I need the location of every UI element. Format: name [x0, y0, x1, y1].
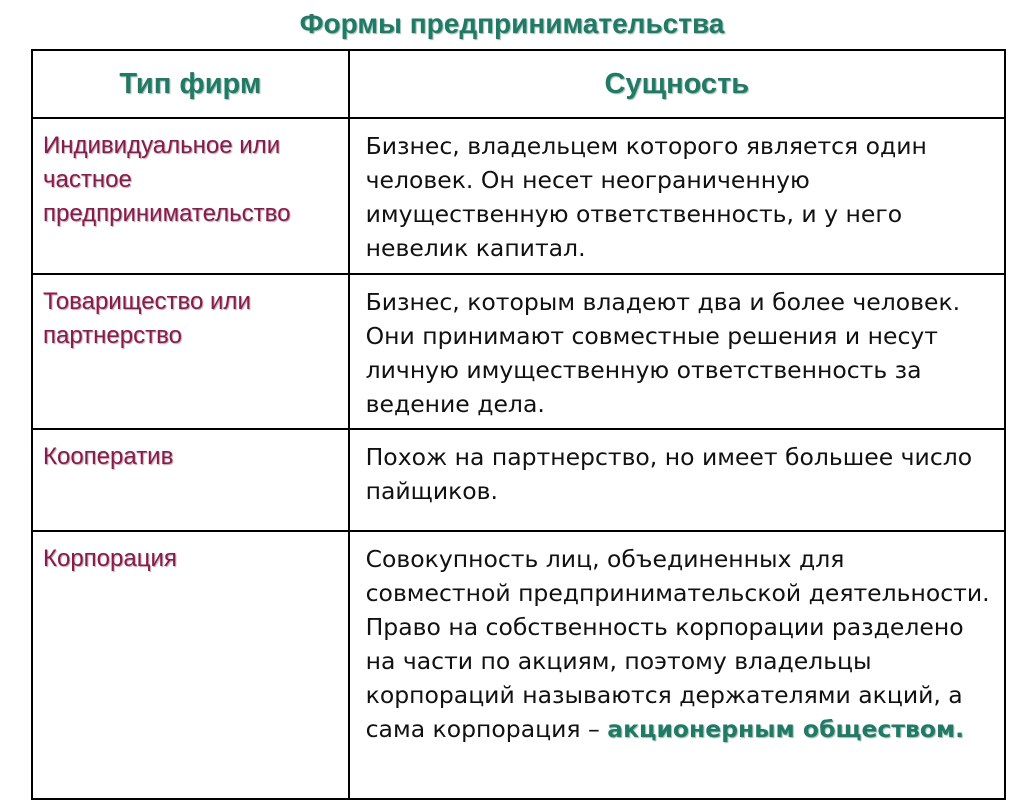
forms-table [31, 49, 1006, 800]
essence-highlight: акционерным обществом. [607, 715, 965, 743]
header-type: Тип фирм [32, 50, 349, 118]
type-cell: Индивидуальное или частное предпринимательство [32, 118, 349, 274]
table-row [32, 118, 1005, 274]
essence-text: Совокупность лиц, объединенных для совместной предпринимательской деятельности. Право на собственность корпорации разделено на части по акциям, поэтому владельцы корпораций называются держателями акций, а сама корпорация – [365, 545, 990, 743]
table-row [32, 429, 1005, 531]
essence-cell: Бизнес, владельцем которого является один человек. Он несет неограниченную имущественную ответственность, и у него невелик капитал. [349, 118, 1005, 274]
essence-cell [349, 531, 1005, 799]
header-essence: Сущность [349, 50, 1005, 118]
type-cell: Корпорация [32, 531, 349, 799]
type-cell: Кооператив [32, 429, 349, 531]
table-row [32, 274, 1005, 429]
essence-cell: Похож на партнерство, но имеет большее число пайщиков. [349, 429, 1005, 531]
essence-cell: Бизнес, которым владеют два и более человек. Они принимают совместные решения и несут личную имущественную ответственность за ведение дела. [349, 274, 1005, 429]
page-title: Формы предпринимательства [299, 8, 725, 39]
type-cell: Товарищество или партнерство [32, 274, 349, 429]
table-header-row [32, 50, 1005, 118]
table-row [32, 531, 1005, 799]
